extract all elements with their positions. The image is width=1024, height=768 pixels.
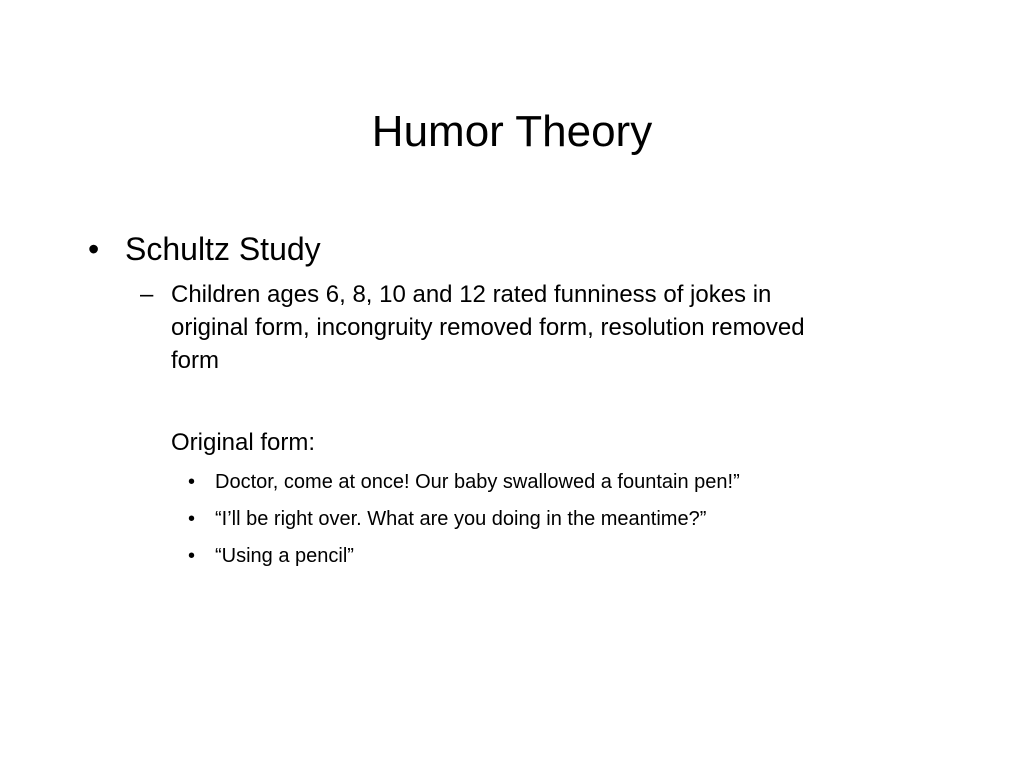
dash-marker: – bbox=[140, 281, 154, 308]
sub-item-description bbox=[0, 278, 1024, 377]
description-line-2: original form, incongruity removed form, resolution removed bbox=[171, 314, 805, 341]
bullet-marker: • bbox=[188, 471, 196, 493]
bullet-item-schultz-study bbox=[0, 230, 1024, 268]
description-line-1: Children ages 6, 8, 10 and 12 rated funniness of jokes in bbox=[171, 281, 772, 308]
slide-title: Humor Theory bbox=[371, 107, 653, 156]
description-line-3: form bbox=[171, 347, 219, 374]
joke-line-text: “I’ll be right over. What are you doing in the meantime?” bbox=[215, 508, 707, 530]
joke-line-item bbox=[0, 505, 1024, 533]
bullet-marker: • bbox=[188, 545, 196, 567]
original-form-heading: Original form: bbox=[171, 429, 316, 456]
bullet-marker: • bbox=[188, 508, 196, 530]
bullet-text: Schultz Study bbox=[125, 231, 321, 267]
joke-line-text: Doctor, come at once! Our baby swallowed a fountain pen!” bbox=[215, 471, 740, 493]
joke-line-item bbox=[0, 542, 1024, 570]
joke-line-text: “Using a pencil” bbox=[215, 545, 354, 567]
bullet-marker: • bbox=[88, 231, 100, 267]
joke-line-item bbox=[0, 468, 1024, 496]
